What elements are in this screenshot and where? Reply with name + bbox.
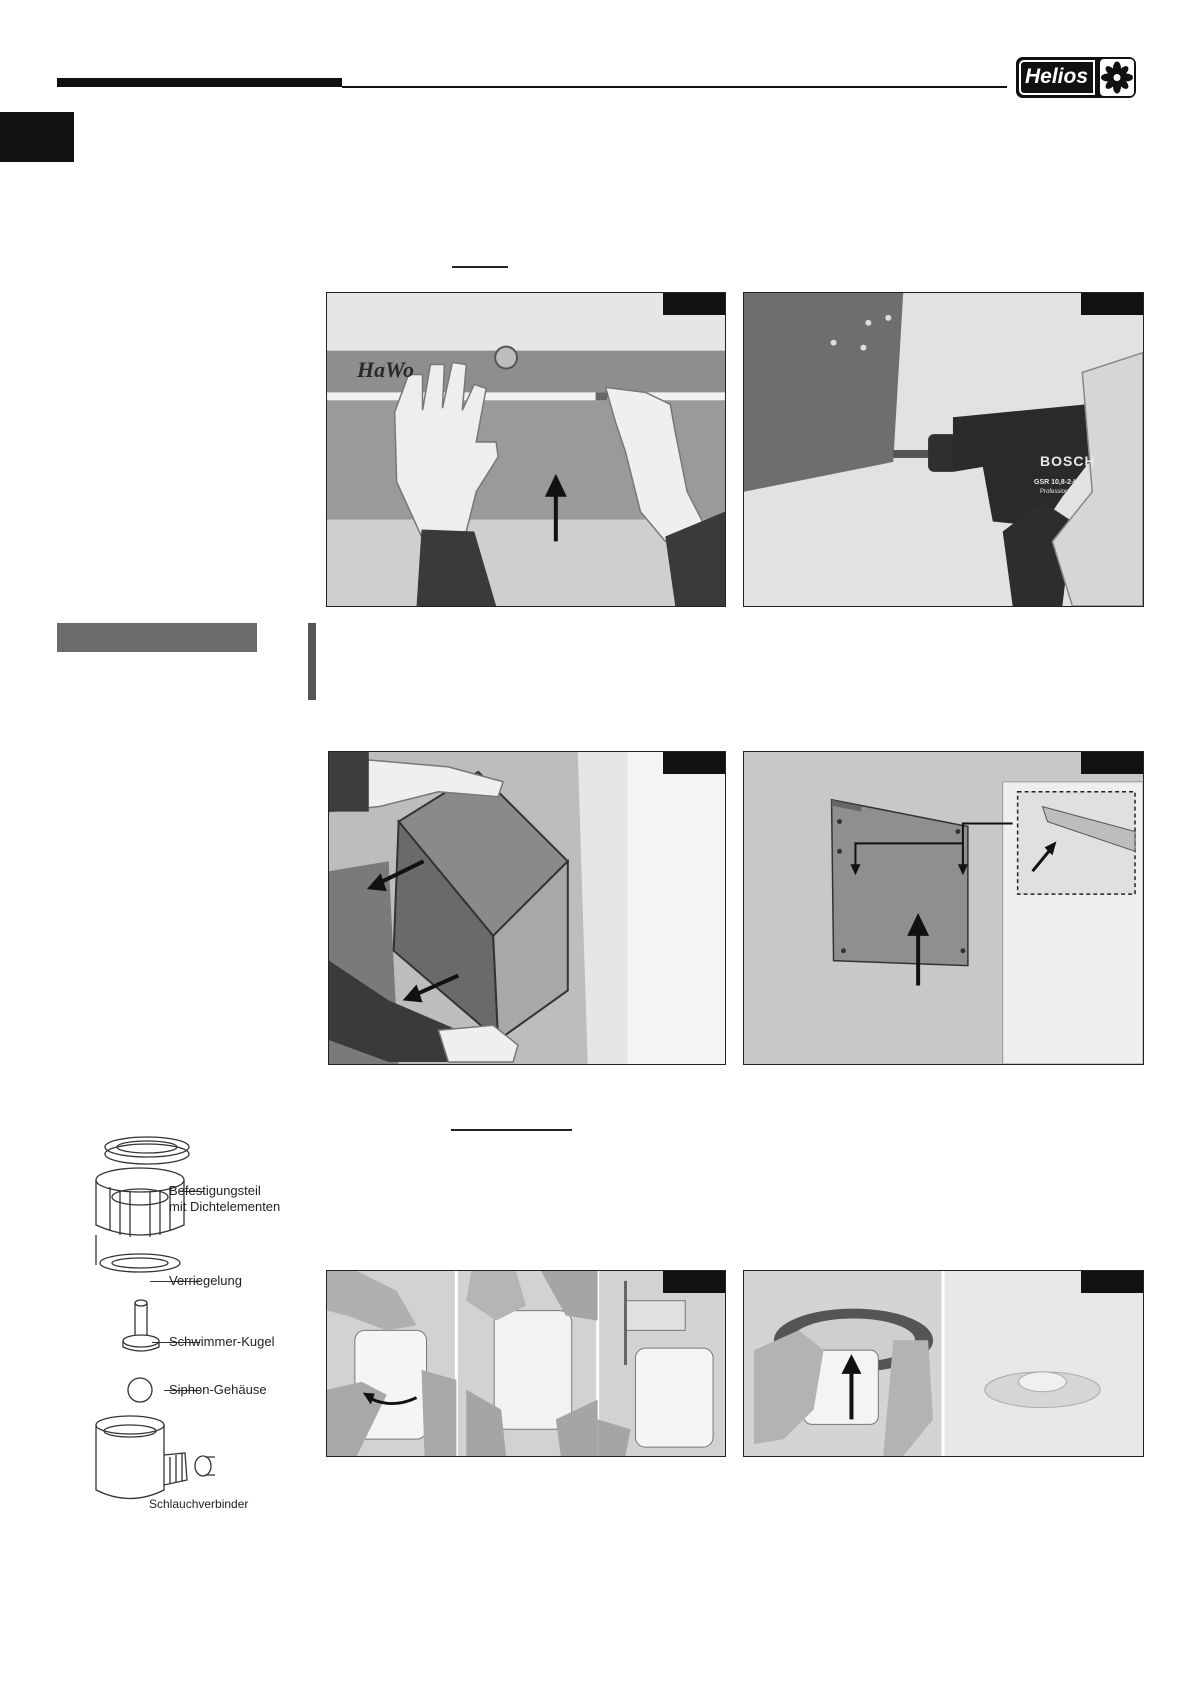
photo-housing-insertion (328, 751, 726, 1065)
photo-siphon-assembly (326, 1270, 726, 1457)
header-thick-rule (57, 78, 342, 87)
photo-number-tab (663, 293, 725, 315)
label-siphon-gehaeuse: Siphon-Gehäuse (169, 1382, 267, 1397)
photo-number-tab (1081, 752, 1143, 774)
underline-accent-2 (451, 1129, 572, 1131)
label-verriegelung: Verriegelung (169, 1273, 242, 1288)
label-schwimmer-kugel: Schwimmer-Kugel (169, 1334, 275, 1349)
section-heading-bar (57, 623, 257, 652)
photo-drilling (743, 292, 1144, 607)
label-befestigungsteil-line2: mit Dichtelementen (169, 1199, 281, 1214)
label-befestigungsteil: Befestigungsteil (169, 1183, 261, 1198)
photo-wall-bracket (743, 751, 1144, 1065)
drill-model-text: GSR 10,8-2-LI (1034, 479, 1080, 486)
helios-logo-text: Helios (1025, 65, 1089, 88)
language-tab-block (0, 112, 74, 162)
photo-number-tab (663, 1271, 725, 1293)
helios-logo-badge (1016, 57, 1098, 98)
photo-mounting-plate (326, 292, 726, 607)
photo-siphon-insert (743, 1270, 1144, 1457)
header-thin-rule (342, 86, 1007, 88)
drill-subtitle-text: Professional (1040, 489, 1074, 495)
underline-accent-1 (452, 266, 508, 268)
label-schlauchverbinder: Schlauchverbinder (149, 1497, 249, 1511)
section-vertical-bar (308, 623, 316, 700)
photo-number-tab (1081, 1271, 1143, 1293)
drill-brand-text: BOSCH (1040, 453, 1096, 469)
plate-brand-text: HaWo (357, 357, 415, 382)
helios-logo (1016, 57, 1136, 98)
fan-icon (1098, 57, 1136, 98)
photo-number-tab (1081, 293, 1143, 315)
photo-number-tab (663, 752, 725, 774)
